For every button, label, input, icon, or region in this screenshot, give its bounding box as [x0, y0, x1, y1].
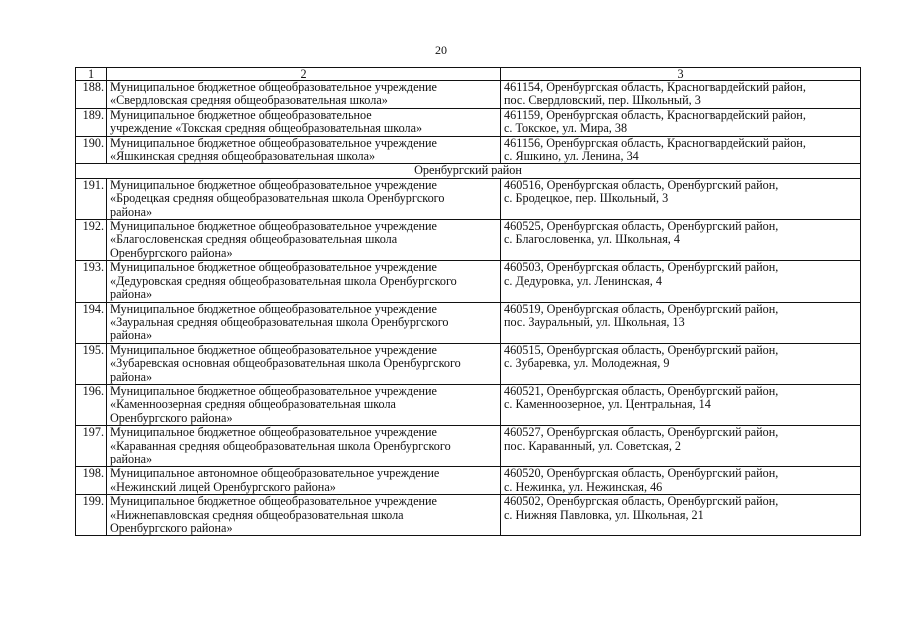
row-number: 193. [82, 260, 104, 275]
institution-name: Муниципальное бюджетное общеобразовательное учреждение «Благословенская средняя общеобразовательная школа Оренбургского района» [110, 219, 437, 260]
institution-address: 460515, Оренбургская область, Оренбургский район, с. Зубаревка, ул. Молодежная, 9 [504, 343, 779, 371]
institution-address: 460519, Оренбургская область, Оренбургский район, пос. Зауральный, ул. Школьная, 13 [504, 302, 779, 329]
table-row [76, 343, 861, 384]
institution-name: Муниципальное бюджетное общеобразовательное учреждение «Бродецкая средняя общеобразовательная школа Оренбургского района» [110, 178, 445, 219]
table-row [76, 467, 861, 495]
institution-name: Муниципальное бюджетное общеобразовательное учреждение «Зауральная средняя общеобразовательная школа Оренбургского района» [110, 302, 449, 343]
row-number: 191. [82, 178, 104, 192]
column-header-1: 1 [76, 68, 107, 81]
table-row [76, 426, 861, 467]
row-number: 189. [82, 108, 104, 122]
institution-name: Муниципальное автономное общеобразовательное учреждение «Нежинский лицей Оренбургского района» [110, 466, 440, 494]
institution-name: Муниципальное бюджетное общеобразовательное учреждение «Дедуровская средняя общеобразовательная школа Оренбургского района» [110, 260, 457, 302]
institution-name: Муниципальное бюджетное общеобразовательное учреждение «Яшкинская средняя общеобразовательная школа» [110, 136, 437, 164]
table-row [76, 81, 861, 109]
row-number: 190. [82, 136, 104, 150]
table-body [76, 68, 861, 536]
column-header-2: 2 [107, 68, 501, 81]
column-header-3: 3 [501, 68, 861, 81]
section-row [76, 164, 861, 178]
table-row [76, 178, 861, 219]
institution-address: 460503, Оренбургская область, Оренбургский район, с. Дедуровка, ул. Ленинская, 4 [504, 260, 779, 288]
institution-name: Муниципальное бюджетное общеобразовательное учреждение «Каменноозерная средняя общеобразовательная школа Оренбургского района» [110, 384, 437, 425]
institution-address: 461156, Оренбургская область, Красногвардейский район, с. Яшкино, ул. Ленина, 34 [504, 136, 806, 164]
page-number: 20 [435, 43, 447, 57]
row-number: 188. [82, 80, 104, 94]
header-row [76, 68, 861, 81]
institution-address: 461154, Оренбургская область, Красногвардейский район, пос. Свердловский, пер. Школьный, 3 [504, 80, 806, 108]
institution-address: 460521, Оренбургская область, Оренбургский район, с. Каменноозерное, ул. Центральная, 14 [504, 384, 779, 412]
institution-name: Муниципальное бюджетное общеобразовательное учреждение «Зубаревская основная общеобразовательная школа Оренбургского района» [110, 343, 461, 384]
row-number: 195. [82, 343, 104, 357]
table-row [76, 108, 861, 136]
row-number: 196. [82, 384, 104, 398]
institution-name: Муниципальное бюджетное общеобразовательное учреждение «Токская средняя общеобразовательная школа» [110, 108, 423, 136]
table-row [76, 495, 861, 536]
row-number: 199. [82, 494, 104, 509]
table-row [76, 384, 861, 425]
institution-address: 460502, Оренбургская область, Оренбургский район, с. Нижняя Павловка, ул. Школьная, 21 [504, 494, 779, 522]
table-row [76, 220, 861, 261]
table-row [76, 302, 861, 343]
institution-address: 461159, Оренбургская область, Красногвардейский район, с. Токское, ул. Мира, 38 [504, 108, 806, 136]
section-title: Оренбургский район [76, 164, 861, 178]
institution-address: 460520, Оренбургская область, Оренбургский район, с. Нежинка, ул. Нежинская, 46 [504, 466, 779, 494]
institution-name: Муниципальное бюджетное общеобразовательное учреждение «Свердловская средняя общеобразовательная школа» [110, 80, 437, 108]
row-number: 192. [82, 219, 104, 234]
institution-address: 460516, Оренбургская область, Оренбургский район, с. Бродецкое, пер. Школьный, 3 [504, 178, 779, 206]
institution-name: Муниципальное бюджетное общеобразовательное учреждение «Нижнепавловская средняя общеобразовательная школа Оренбургского района» [110, 494, 437, 535]
institution-address: 460527, Оренбургская область, Оренбургский район, пос. Караванный, ул. Советская, 2 [504, 425, 779, 453]
row-number: 194. [82, 302, 104, 316]
table-row [76, 261, 861, 302]
row-number: 197. [82, 425, 104, 440]
institution-name: Муниципальное бюджетное общеобразовательное учреждение «Караванная средняя общеобразовательная школа Оренбургского района» [110, 425, 451, 466]
row-number: 198. [82, 466, 104, 481]
table-row [76, 136, 861, 164]
schools-table [75, 67, 861, 536]
institution-address: 460525, Оренбургская область, Оренбургский район, с. Благословенка, ул. Школьная, 4 [504, 219, 779, 247]
